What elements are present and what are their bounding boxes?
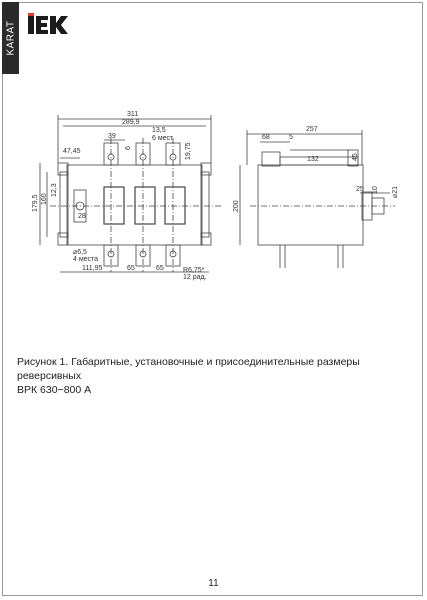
dim-height-half: 12,3 <box>51 183 58 197</box>
dim-mid-width: 132 <box>307 156 319 163</box>
dim-hole-diameter: ⌀6,5 <box>73 249 87 256</box>
dim-overall-width: 311 <box>127 111 139 118</box>
series-label: KARAT <box>5 20 16 56</box>
dim-bottom-pitch-1: 65 <box>127 265 135 272</box>
page-number: 11 <box>208 578 219 589</box>
dim-radius-count: 12 рад. <box>183 274 207 281</box>
dim-hole-count: 4 места <box>73 256 99 263</box>
dim-terminal-width: 39 <box>108 133 116 140</box>
dim-shaft-offset: 25 <box>356 186 364 193</box>
dim-terminal-hole-count: 6 мест <box>152 135 174 142</box>
side-body <box>258 165 363 245</box>
caption-line-2: ВРК 630−800 А <box>17 384 92 396</box>
dim-shaft-width: 10 <box>372 186 379 194</box>
dim-height-mount: 160 <box>41 193 48 205</box>
caption-line-1: Рисунок 1. Габаритные, установочные и присоединительные размеры реверсивных <box>17 356 360 382</box>
dim-mount-width: 289,9 <box>122 119 140 126</box>
dim-overall-length: 257 <box>306 126 318 133</box>
dim-terminal-hole: 13,5 <box>152 127 166 134</box>
dim-handle-center: 28 <box>78 213 86 220</box>
dim-side-height: 200 <box>233 200 240 212</box>
dim-bottom-left: 111,95 <box>82 265 103 272</box>
dim-small-offset: 5 <box>289 134 293 141</box>
dim-height-total: 179,5 <box>32 194 39 212</box>
dim-shaft-diameter: ⌀21 <box>392 185 399 198</box>
dim-side-offset: 47,45 <box>63 148 81 155</box>
dim-radius: R6,75* <box>183 267 205 274</box>
dim-terminal-gap: 6 <box>125 146 132 150</box>
figure-caption <box>17 355 417 397</box>
dim-left-offset: 68 <box>262 134 270 141</box>
dim-bottom-pitch-2: 65 <box>156 265 164 272</box>
dim-right-height: 45 <box>352 153 359 161</box>
dim-terminal-offset: 19,75 <box>185 142 192 160</box>
